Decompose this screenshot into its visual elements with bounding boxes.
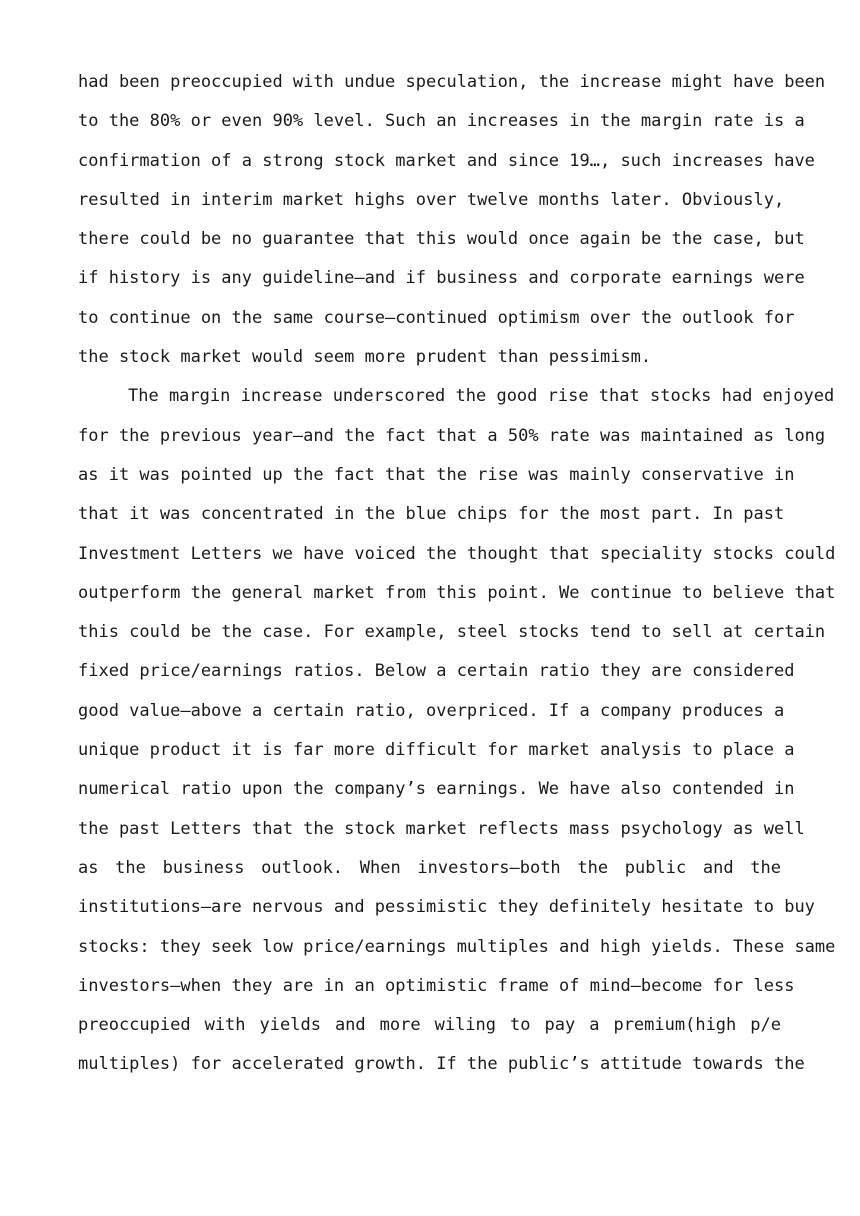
text-line: as the business outlook. When investors—both the public and the (78, 857, 781, 878)
text-line: if history is any guideline—and if business and corporate earnings were (78, 268, 805, 289)
text-line: unique product it is far more difficult for market analysis to place a (78, 740, 795, 761)
text-line: stocks: they seek low price/earnings multiples and high yields. These same (78, 936, 836, 957)
text-line: to the 80% or even 90% level. Such an increases in the margin rate is a (78, 111, 805, 132)
text-line: to continue on the same course—continued optimism over the outlook for (78, 307, 795, 328)
paragraph-1 (78, 64, 826, 378)
text-line: investors—when they are in an optimistic frame of mind—become for less (78, 975, 795, 996)
text-line: this could be the case. For example, steel stocks tend to sell at certain (78, 622, 826, 643)
paragraph-2 (78, 378, 836, 1085)
text-line: for the previous year—and the fact that a 50% rate was maintained as long (78, 425, 826, 446)
text-line: fixed price/earnings ratios. Below a certain ratio they are considered (78, 661, 795, 682)
text-line: preoccupied with yields and more wiling to pay a premium(high p/e (78, 1015, 781, 1036)
text-line: resulted in interim market highs over twelve months later. Obviously, (78, 189, 785, 210)
text-line: there could be no guarantee that this would once again be the case, but (78, 229, 805, 250)
text-line: multiples) for accelerated growth. If the public’s attitude towards the (78, 1054, 805, 1075)
text-line: the stock market would seem more prudent than pessimism. (78, 347, 652, 368)
text-line: outperform the general market from this point. We continue to believe that (78, 582, 836, 603)
text-line: good value—above a certain ratio, overpriced. If a company produces a (78, 700, 785, 721)
text-line: numerical ratio upon the company’s earnings. We have also contended in (78, 779, 795, 800)
text-line: as it was pointed up the fact that the rise was mainly conservative in (78, 464, 795, 485)
document-body (78, 64, 836, 1086)
text-line: confirmation of a strong stock market and since 19…, such increases have (78, 150, 815, 171)
text-line: that it was concentrated in the blue chips for the most part. In past (78, 504, 785, 525)
text-line: had been preoccupied with undue speculation, the increase might have been (78, 72, 826, 92)
text-line: The margin increase underscored the good rise that stocks had enjoyed (128, 386, 835, 407)
text-line: the past Letters that the stock market reflects mass psychology as well (78, 818, 805, 839)
text-line: institutions—are nervous and pessimistic they definitely hesitate to buy (78, 897, 815, 918)
text-line: Investment Letters we have voiced the thought that speciality stocks could (78, 543, 836, 564)
